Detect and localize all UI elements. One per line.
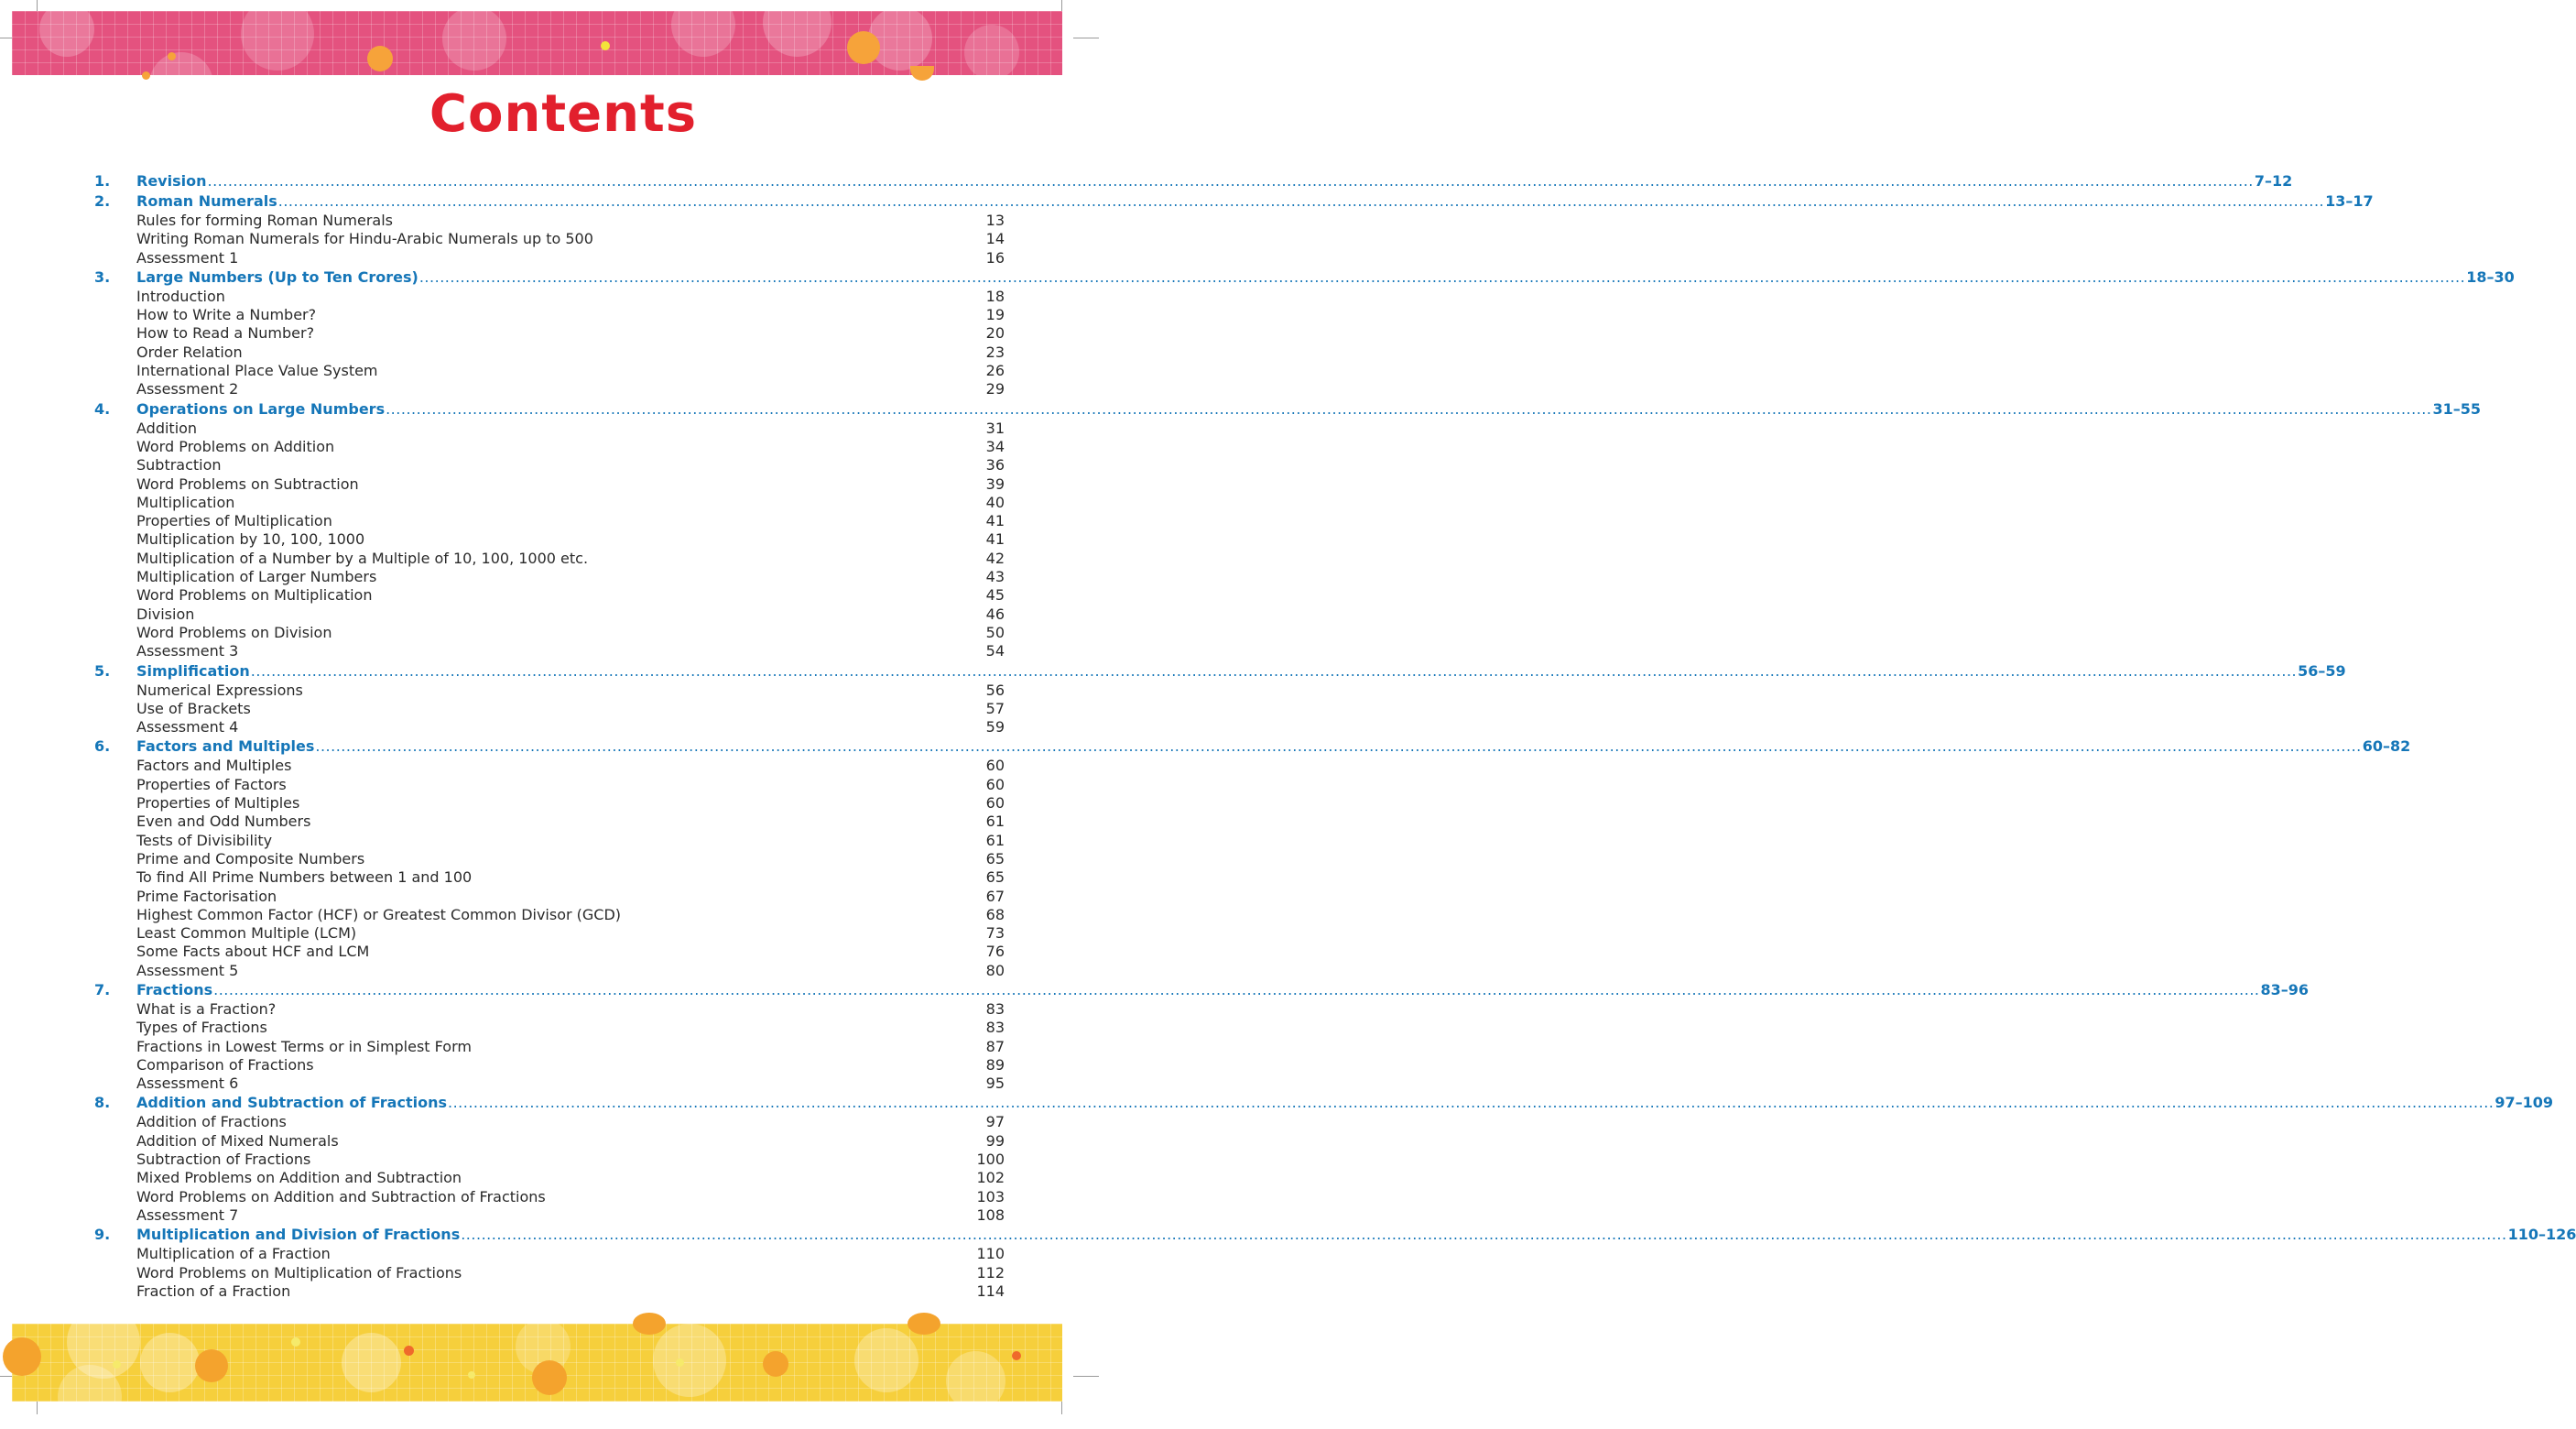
- topic-title: Addition of Fractions: [136, 1113, 287, 1131]
- chapter-page-range: 18–30: [2466, 267, 2515, 286]
- topic-title: Word Problems on Multiplication of Fractions: [136, 1263, 462, 1282]
- topic-entry: [94, 475, 1005, 494]
- chapter-page-range: 31–55: [2432, 399, 2481, 418]
- dot-decoration: [3, 1337, 41, 1376]
- dot-decoration: [142, 71, 150, 80]
- chapter-title: Multiplication and Division of Fractions: [136, 1226, 461, 1244]
- topic-entry: [94, 832, 1005, 850]
- topic-page: 112: [976, 1263, 1005, 1282]
- topic-title: Tests of Divisibility: [136, 831, 273, 849]
- chapter-title: Fractions: [136, 980, 213, 998]
- topic-entry: [94, 568, 1005, 586]
- topic-page: 46: [985, 605, 1005, 623]
- topic-page: 110: [976, 1245, 1005, 1263]
- dot-decoration: [910, 66, 934, 81]
- topic-entry: [94, 362, 1005, 380]
- topic-page: 65: [985, 849, 1005, 867]
- topic-entry: [94, 438, 1005, 456]
- topic-entry: [94, 306, 1005, 324]
- topic-entry: [94, 1151, 1005, 1169]
- topic-title: Highest Common Factor (HCF) or Greatest Common Divisor (GCD): [136, 905, 622, 923]
- topic-title: Multiplication: [136, 493, 235, 511]
- topic-title: Subtraction: [136, 456, 222, 475]
- page-title: Contents: [429, 84, 698, 144]
- topic-page: 50: [985, 623, 1005, 641]
- topic-title: Numerical Expressions: [136, 681, 303, 699]
- topic-title: To find All Prime Numbers between 1 and 100: [136, 868, 473, 887]
- dot-decoration: [763, 1351, 788, 1377]
- topic-page: 42: [985, 549, 1005, 567]
- topic-page: 100: [976, 1151, 1005, 1169]
- chapter-number: 8.: [94, 1094, 111, 1112]
- dot-decoration: [532, 1360, 567, 1395]
- bubble-decoration: [763, 0, 831, 57]
- topic-entry: [94, 682, 1005, 700]
- dot-decoration: [404, 1346, 414, 1356]
- topic-entry: [94, 813, 1005, 831]
- topic-entry: [94, 249, 1005, 267]
- topic-entry: [94, 1245, 1005, 1263]
- topic-title: Least Common Multiple (LCM): [136, 924, 357, 943]
- dot-leader: ................................................................................................................................................................................................................................................................................................................................................................................................................: [386, 399, 2432, 418]
- chapter-title: Simplification: [136, 661, 250, 680]
- chapter-entry: [94, 1093, 2554, 1113]
- chapter-title: Addition and Subtraction of Fractions: [136, 1094, 447, 1112]
- dot-decoration: [847, 31, 880, 64]
- chapter-entry: [94, 267, 2515, 288]
- topic-title: Subtraction of Fractions: [136, 1151, 311, 1169]
- topic-page: 83: [985, 1019, 1005, 1037]
- topic-title: Division: [136, 605, 195, 623]
- topic-entry: [94, 344, 1005, 362]
- topic-entry: [94, 850, 1005, 868]
- topic-title: Assessment 7: [136, 1205, 239, 1224]
- chapter-number: 9.: [94, 1226, 111, 1244]
- chapter-page-range: 60–82: [2362, 737, 2411, 756]
- bubble-decoration: [342, 1333, 401, 1392]
- topic-entry: [94, 624, 1005, 642]
- topic-page: 60: [985, 794, 1005, 813]
- topic-entry: [94, 1264, 1005, 1282]
- topic-title: Word Problems on Division: [136, 623, 332, 641]
- topic-page: 13: [985, 212, 1005, 229]
- topic-title: Multiplication of a Number by a Multiple of 10, 100, 1000 etc.: [136, 549, 589, 567]
- topic-entry: [94, 700, 1005, 718]
- topic-page: 60: [985, 775, 1005, 793]
- topic-entry: [94, 776, 1005, 794]
- topic-entry: [94, 794, 1005, 813]
- topic-entry: [94, 1019, 1005, 1037]
- chapter-number: 1.: [94, 172, 111, 190]
- topic-page: 23: [985, 343, 1005, 361]
- topic-page: 114: [976, 1282, 1005, 1300]
- dot-decoration: [676, 1358, 684, 1367]
- chapter-entry: [94, 661, 2346, 682]
- topic-title: Word Problems on Addition and Subtraction of Fractions: [136, 1187, 546, 1205]
- topic-entry: [94, 605, 1005, 624]
- topic-entry: [94, 550, 1005, 568]
- topic-title: International Place Value System: [136, 362, 378, 380]
- topic-entry: [94, 586, 1005, 605]
- bubble-decoration: [964, 25, 1019, 80]
- topic-title: Assessment 1: [136, 248, 239, 267]
- topic-entry: [94, 1169, 1005, 1187]
- topic-entry: [94, 1000, 1005, 1019]
- topic-title: Use of Brackets: [136, 699, 251, 717]
- chapter-page-range: 110–126: [2507, 1226, 2576, 1244]
- topic-page: 89: [985, 1055, 1005, 1074]
- topic-entry: [94, 1056, 1005, 1074]
- bubble-decoration: [442, 6, 506, 71]
- topic-page: 43: [985, 568, 1005, 586]
- topic-page: 16: [985, 248, 1005, 267]
- topic-entry: [94, 530, 1005, 549]
- topic-page: 56: [985, 681, 1005, 699]
- bubble-decoration: [854, 1328, 918, 1392]
- topic-page: 59: [985, 718, 1005, 736]
- topic-page: 76: [985, 943, 1005, 961]
- dot-decoration: [291, 1337, 300, 1347]
- dot-leader: ................................................................................................................................................................................................................................................................................................................................................................................................................: [213, 980, 2260, 998]
- dot-decoration: [367, 46, 393, 71]
- topic-page: 103: [976, 1187, 1005, 1205]
- bottom-decorative-banner: [12, 1324, 1062, 1402]
- topic-title: Assessment 4: [136, 718, 239, 736]
- topic-page: 39: [985, 475, 1005, 493]
- topic-page: 57: [985, 699, 1005, 717]
- dot-decoration: [195, 1349, 228, 1382]
- topic-entry: [94, 1206, 1005, 1225]
- topic-title: Writing Roman Numerals for Hindu-Arabic Numerals up to 500: [136, 230, 593, 248]
- topic-entry: [94, 757, 1005, 775]
- topic-title: Word Problems on Addition: [136, 437, 335, 455]
- dot-decoration: [633, 1313, 666, 1335]
- topic-title: Assessment 2: [136, 380, 239, 398]
- topic-title: Comparison of Fractions: [136, 1055, 314, 1074]
- chapter-number: 2.: [94, 192, 111, 210]
- bubble-decoration: [946, 1351, 1005, 1411]
- topic-title: Mixed Problems on Addition and Subtraction: [136, 1169, 462, 1187]
- topic-entry: [94, 380, 1005, 398]
- topic-page: 102: [976, 1169, 1005, 1187]
- topic-page: 29: [985, 380, 1005, 398]
- topic-title: Word Problems on Subtraction: [136, 475, 359, 493]
- topic-page: 14: [985, 230, 1005, 248]
- topic-entry: [94, 1188, 1005, 1206]
- chapter-entry: [94, 191, 2374, 212]
- topic-page: 80: [985, 961, 1005, 979]
- topic-title: Some Facts about HCF and LCM: [136, 943, 370, 961]
- chapter-title: Factors and Multiples: [136, 737, 315, 756]
- topic-title: Fraction of a Fraction: [136, 1282, 291, 1300]
- topic-page: 54: [985, 642, 1005, 660]
- crop-mark: [1073, 1376, 1099, 1377]
- topic-entry: [94, 642, 1005, 660]
- dot-decoration: [468, 1371, 475, 1379]
- chapter-number: 6.: [94, 737, 111, 756]
- topic-page: 45: [985, 586, 1005, 605]
- topic-title: Types of Fractions: [136, 1019, 267, 1037]
- chapter-page-range: 13–17: [2325, 192, 2374, 210]
- topic-page: 40: [985, 493, 1005, 511]
- chapter-entry: [94, 399, 2481, 420]
- topic-page: 87: [985, 1037, 1005, 1055]
- topic-entry: [94, 420, 1005, 438]
- bubble-decoration: [140, 1333, 200, 1392]
- topic-entry: [94, 1132, 1005, 1151]
- topic-title: Assessment 5: [136, 961, 239, 979]
- topic-title: Prime Factorisation: [136, 887, 277, 905]
- chapter-entry: [94, 1225, 2576, 1245]
- topic-page: 26: [985, 362, 1005, 380]
- topic-title: Properties of Multiples: [136, 794, 300, 813]
- topic-page: 99: [985, 1131, 1005, 1150]
- topic-title: What is a Fraction?: [136, 999, 277, 1018]
- topic-title: How to Read a Number?: [136, 324, 315, 343]
- topic-page: 19: [985, 306, 1005, 324]
- topic-page: 31: [985, 419, 1005, 437]
- bubble-decoration: [58, 1365, 122, 1429]
- topic-title: Factors and Multiples: [136, 757, 292, 775]
- topic-entry: [94, 924, 1005, 943]
- chapter-entry: [94, 171, 2293, 191]
- topic-page: 73: [985, 924, 1005, 943]
- dot-leader: ................................................................................................................................................................................................................................................................................................................................................................................................................: [207, 172, 2254, 190]
- topic-entry: [94, 718, 1005, 736]
- topic-page: 97: [985, 1113, 1005, 1131]
- dot-decoration: [113, 1360, 121, 1369]
- topic-entry: [94, 212, 1005, 230]
- topic-page: 65: [985, 868, 1005, 887]
- topic-title: Properties of Multiplication: [136, 512, 332, 530]
- topic-entry: [94, 512, 1005, 530]
- dot-decoration: [601, 41, 610, 50]
- topic-title: Fractions in Lowest Terms or in Simplest Form: [136, 1037, 472, 1055]
- topic-entry: [94, 906, 1005, 924]
- topic-title: Addition: [136, 419, 198, 437]
- dot-decoration: [908, 1313, 940, 1335]
- chapter-number: 4.: [94, 399, 111, 418]
- topic-page: 61: [985, 813, 1005, 831]
- topic-entry: [94, 494, 1005, 512]
- topic-entry: [94, 1282, 1005, 1301]
- dot-leader: ................................................................................................................................................................................................................................................................................................................................................................................................................: [461, 1226, 2507, 1244]
- topic-title: Prime and Composite Numbers: [136, 849, 365, 867]
- topic-entry: [94, 943, 1005, 961]
- topic-page: 18: [985, 287, 1005, 305]
- dot-leader: ................................................................................................................................................................................................................................................................................................................................................................................................................: [315, 737, 2362, 756]
- topic-page: 68: [985, 905, 1005, 923]
- bubble-decoration: [671, 0, 735, 57]
- topic-entry: [94, 868, 1005, 887]
- topic-entry: [94, 456, 1005, 475]
- chapter-number: 3.: [94, 267, 111, 286]
- dot-decoration: [1012, 1351, 1021, 1360]
- chapter-page-range: 7–12: [2254, 172, 2293, 190]
- topic-title: Addition of Mixed Numerals: [136, 1131, 339, 1150]
- topic-title: Assessment 6: [136, 1074, 239, 1093]
- topic-page: 36: [985, 456, 1005, 475]
- chapter-title: Roman Numerals: [136, 192, 277, 210]
- topic-entry: [94, 1074, 1005, 1093]
- topic-entry: [94, 962, 1005, 980]
- chapter-number: 5.: [94, 661, 111, 680]
- topic-page: 83: [985, 999, 1005, 1018]
- topic-title: Order Relation: [136, 343, 243, 361]
- topic-title: How to Write a Number?: [136, 306, 317, 324]
- topic-page: 95: [985, 1074, 1005, 1093]
- dot-decoration: [168, 52, 176, 60]
- topic-entry: [94, 888, 1005, 906]
- topic-title: Rules for forming Roman Numerals: [136, 212, 393, 229]
- topic-entry: [94, 324, 1005, 343]
- dot-leader: ................................................................................................................................................................................................................................................................................................................................................................................................................: [447, 1094, 2494, 1112]
- topic-page: 67: [985, 887, 1005, 905]
- topic-page: 34: [985, 437, 1005, 455]
- chapter-page-range: 56–59: [2298, 661, 2346, 680]
- chapter-entry: [94, 980, 2310, 1000]
- topic-title: Word Problems on Multiplication: [136, 586, 373, 605]
- chapter-title: Operations on Large Numbers: [136, 399, 386, 418]
- topic-title: Introduction: [136, 287, 225, 305]
- topic-page: 41: [985, 512, 1005, 530]
- chapter-number: 7.: [94, 980, 111, 998]
- chapter-page-range: 97–109: [2494, 1094, 2554, 1112]
- topic-page: 61: [985, 831, 1005, 849]
- topic-page: 41: [985, 530, 1005, 549]
- topic-page: 108: [976, 1205, 1005, 1224]
- table-of-contents: [94, 171, 2576, 1301]
- top-decorative-banner: [12, 11, 1062, 75]
- topic-title: Assessment 3: [136, 642, 239, 660]
- topic-title: Even and Odd Numbers: [136, 813, 311, 831]
- topic-title: Multiplication of Larger Numbers: [136, 568, 377, 586]
- chapter-title: Large Numbers (Up to Ten Crores): [136, 267, 418, 286]
- topic-title: Properties of Factors: [136, 775, 287, 793]
- topic-entry: [94, 1113, 1005, 1131]
- topic-page: 60: [985, 757, 1005, 775]
- chapter-title: Revision: [136, 172, 207, 190]
- dot-leader: ................................................................................................................................................................................................................................................................................................................................................................................................................: [418, 267, 2466, 286]
- topic-title: Multiplication by 10, 100, 1000: [136, 530, 365, 549]
- dot-leader: ................................................................................................................................................................................................................................................................................................................................................................................................................: [277, 192, 2325, 210]
- topic-entry: [94, 1038, 1005, 1056]
- chapter-entry: [94, 736, 2411, 757]
- topic-title: Multiplication of a Fraction: [136, 1245, 331, 1263]
- bubble-decoration: [39, 2, 94, 57]
- topic-page: 20: [985, 324, 1005, 343]
- topic-entry: [94, 230, 1005, 248]
- bubble-decoration: [241, 0, 314, 71]
- bubble-decoration: [653, 1324, 726, 1397]
- topic-entry: [94, 288, 1005, 306]
- chapter-page-range: 83–96: [2260, 980, 2310, 998]
- dot-leader: ................................................................................................................................................................................................................................................................................................................................................................................................................: [250, 661, 2298, 680]
